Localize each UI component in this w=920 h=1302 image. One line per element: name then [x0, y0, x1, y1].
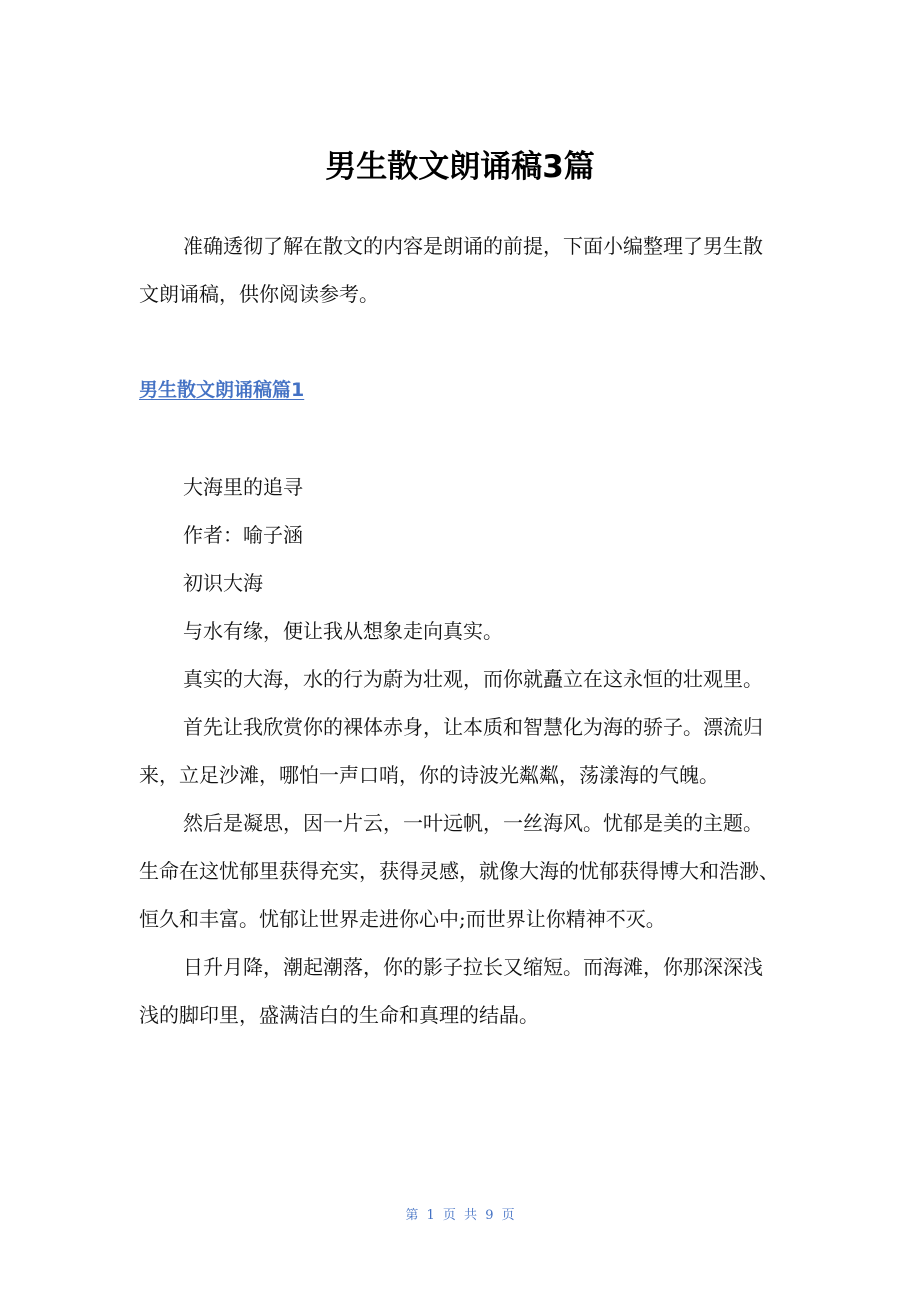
paragraph: 首先让我欣赏你的裸体赤身，让本质和智慧化为海的骄子。漂流归来，立足沙滩，哪怕一声口哨，你的诗波光粼粼，荡漾海的气魄。	[139, 715, 763, 787]
page-footer: 第 1 页 共 9 页	[405, 1208, 515, 1223]
intro-paragraph: 准确透彻了解在散文的内容是朗诵的前提，下面小编整理了男生散文朗诵稿，供你阅读参考。	[139, 234, 763, 306]
article-subtitle: 初识大海	[183, 571, 263, 595]
paragraph: 然后是凝思，因一片云，一叶远帆，一丝海风。忧郁是美的主题。生命在这忧郁里获得充实，获得灵感，就像大海的忧郁获得博大和浩渺、恒久和丰富。忧郁让世界走进你心中;而世界让你精神不灭。	[139, 811, 779, 931]
article-title: 大海里的追寻	[183, 475, 303, 499]
document-title: 男生散文朗诵稿3篇	[325, 149, 595, 185]
article-author: 作者：喻子涵	[183, 523, 303, 547]
paragraph: 与水有缘，便让我从想象走向真实。	[183, 619, 503, 643]
paragraph: 真实的大海，水的行为蔚为壮观，而你就矗立在这永恒的壮观里。	[183, 667, 763, 691]
article-body	[139, 463, 779, 1039]
paragraph: 日升月降，潮起潮落，你的影子拉长又缩短。而海滩，你那深深浅浅的脚印里，盛满洁白的生命和真理的结晶。	[139, 955, 763, 1027]
section-heading-link[interactable]: 男生散文朗诵稿篇1	[139, 379, 305, 401]
